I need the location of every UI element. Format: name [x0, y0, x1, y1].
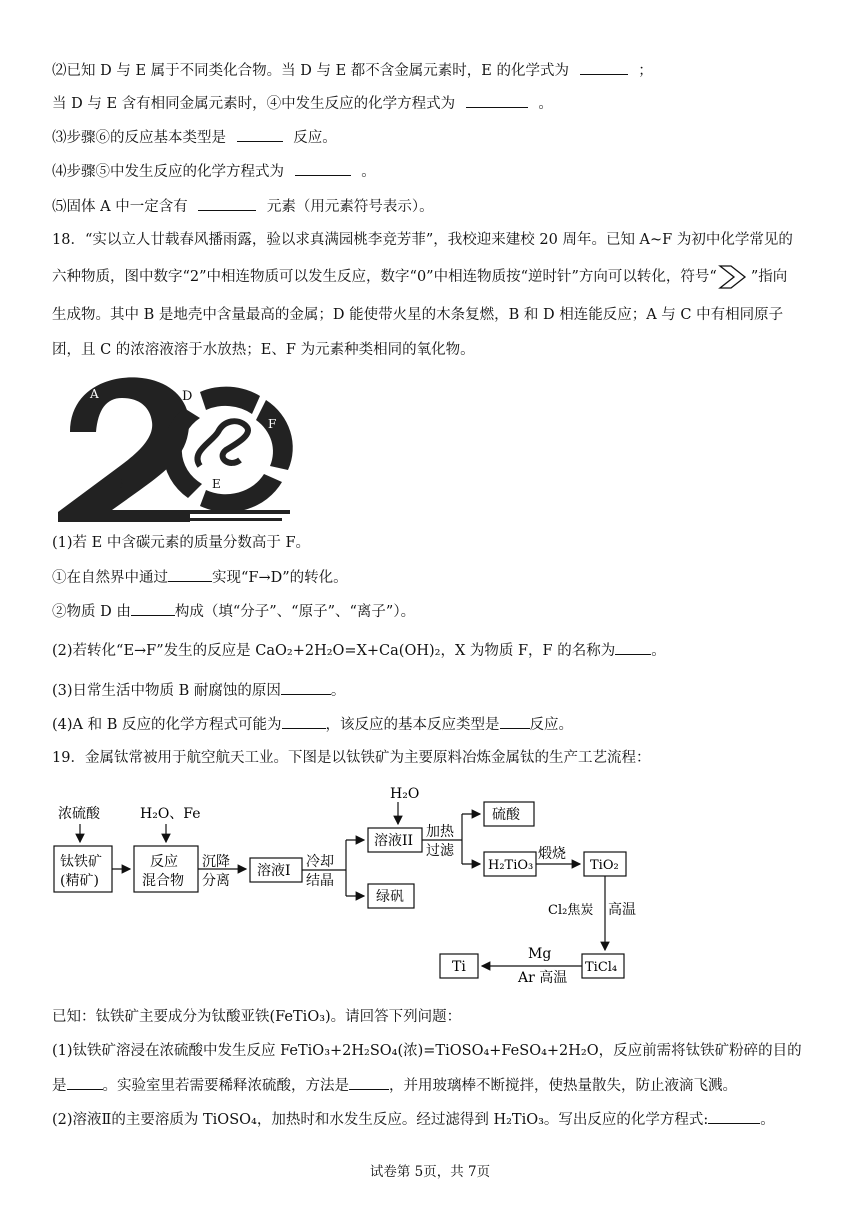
- q18-stem-line1: 18．“实以立人廿载春风播雨露，验以求真满园桃李竞芳菲”，我校迎来建校 20 周年。已知 A~F 为初中化学常见的: [52, 232, 793, 248]
- flow-tio2: TiO₂: [590, 858, 619, 873]
- q18-sub4: (4)A 和 B 反应的化学方程式可能为 ，该反应的基本反应类型是 反应。: [52, 714, 573, 735]
- flow-add-water-iron: H₂O、Fe: [140, 806, 201, 822]
- q17-part3: ⑶步骤⑥的反应基本类型是 反应。: [52, 127, 337, 148]
- flow-heat-line1: 加热: [426, 824, 454, 840]
- flow-sulfuric-acid: 硫酸: [492, 807, 520, 823]
- answer-blank[interactable]: [237, 127, 283, 142]
- q18-stem-line2: 六种物质，图中数字“2”中相连物质可以发生反应，数字“0”中相连物质按“逆时针”方向可以转化，符号“ ”指向: [52, 264, 787, 290]
- flow-sep-line1: 沉降: [202, 854, 230, 870]
- titanium-process-flowchart: [50, 778, 690, 988]
- answer-blank[interactable]: [295, 161, 351, 176]
- flow-mg: Mg: [528, 946, 552, 962]
- figure-label-c: C: [140, 499, 150, 513]
- flow-heat-line2: 过滤: [426, 843, 454, 859]
- q18-stem-line4: 团，且 C 的浓溶液溶于水放热；E、F 为元素种类相同的氧化物。: [52, 342, 475, 358]
- flow-green-vitriol: 绿矾: [376, 889, 404, 905]
- answer-blank[interactable]: [580, 60, 628, 75]
- q18-sub2: (2)若转化“E→F”发生的反应是 CaO₂+2H₂O=X+Ca(OH)₂，X 为物质 F，F 的名称为 。: [52, 640, 666, 661]
- flow-solution1: 溶液I: [257, 863, 291, 879]
- page-footer: 试卷第 5页，共 7页: [369, 1164, 491, 1180]
- q17-part2b: 当 D 与 E 含有相同金属元素时，④中发生反应的化学方程式为 。: [52, 93, 553, 114]
- figure-label-a: A: [90, 387, 99, 401]
- flow-ar-high-temp: Ar 高温: [518, 970, 568, 986]
- answer-blank[interactable]: [131, 601, 175, 616]
- answer-blank[interactable]: [67, 1075, 103, 1090]
- q19-sub1-line2: 是 。实验室里若需要稀释浓硫酸，方法是 ，并用玻璃棒不断搅拌，使热量散失，防止液滴飞溅。: [52, 1075, 737, 1096]
- flow-mix-line2: 混合物: [142, 873, 184, 889]
- flow-ore-line2: (精矿): [60, 873, 99, 889]
- flow-conc-acid: 浓硫酸: [58, 806, 100, 822]
- flow-cool-line1: 冷却: [306, 854, 334, 870]
- answer-blank[interactable]: [708, 1109, 760, 1124]
- flow-h2tio3: H₂TiO₃: [488, 858, 534, 873]
- flow-mix-line1: 反应: [150, 854, 178, 870]
- flow-sep-line2: 分离: [202, 873, 230, 889]
- figure-label-b: B: [116, 477, 125, 491]
- q18-sub1: (1)若 E 中含碳元素的质量分数高于 F。: [52, 535, 311, 551]
- q17-part2a: ⑵已知 D 与 E 属于不同类化合物。当 D 与 E 都不含金属元素时，E 的化学式为 ；: [52, 60, 653, 81]
- answer-blank[interactable]: [500, 714, 530, 729]
- chevron-arrow-icon: [717, 264, 751, 290]
- figure-label-d: D: [182, 389, 193, 404]
- q18-sub1a: ①在自然界中通过 实现“F→D”的转化。: [52, 567, 348, 588]
- flow-high-temp1: 高温: [608, 902, 636, 918]
- figure-label-f: F: [268, 417, 277, 431]
- flow-cool-line2: 结晶: [306, 873, 334, 889]
- flow-ticl4: TiCl₄: [585, 960, 618, 975]
- flow-water: H₂O: [390, 786, 420, 802]
- q17-part5: ⑸固体 A 中一定含有 元素（用元素符号表示）。: [52, 196, 434, 217]
- answer-blank[interactable]: [198, 196, 256, 211]
- answer-blank[interactable]: [615, 640, 651, 655]
- flow-ti: Ti: [452, 959, 466, 975]
- q19-sub1-line1: (1)钛铁矿溶浸在浓硫酸中发生反应 FeTiO₃+2H₂SO₄(浓)=TiOSO₄+FeSO₄+2H₂O，反应前需将钛铁矿粉碎的目的: [52, 1043, 802, 1059]
- q19-known: 已知：钛铁矿主要成分为钛酸亚铁(FeTiO₃)。请回答下列问题：: [52, 1009, 462, 1025]
- answer-blank[interactable]: [282, 714, 326, 729]
- q18-sub1b: ②物质 D 由 构成（填“分子”、“原子”、“离子”）。: [52, 601, 415, 622]
- answer-blank[interactable]: [168, 567, 212, 582]
- answer-blank[interactable]: [466, 93, 528, 108]
- flow-solution2: 溶液II: [374, 833, 414, 849]
- q17-part4: ⑷步骤⑤中发生反应的化学方程式为 。: [52, 161, 376, 182]
- q18-sub3: (3)日常生活中物质 B 耐腐蚀的原因 。: [52, 680, 345, 701]
- flow-calcine: 煅烧: [538, 846, 566, 862]
- flow-ore-line1: 钛铁矿: [60, 854, 102, 870]
- answer-blank[interactable]: [349, 1075, 389, 1090]
- q19-stem: 19．金属钛常被用于航空航天工业。下图是以钛铁矿为主要原料冶炼金属钛的生产工艺流程：: [52, 750, 651, 766]
- flow-cl2-coke: Cl₂焦炭: [548, 903, 594, 918]
- q18-stem-line3: 生成物。其中 B 是地壳中含量最高的金属；D 能使带火星的木条复燃，B 和 D 相连能反应；A 与 C 中有相同原子: [52, 307, 784, 323]
- anniversary-20-figure: [50, 370, 310, 530]
- q19-sub2: (2)溶液Ⅱ的主要溶质为 TiOSO₄，加热时和水发生反应。经过滤得到 H₂TiO₃。写出反应的化学方程式: 。: [52, 1109, 775, 1130]
- figure-label-e: E: [212, 477, 221, 491]
- answer-blank[interactable]: [281, 680, 331, 695]
